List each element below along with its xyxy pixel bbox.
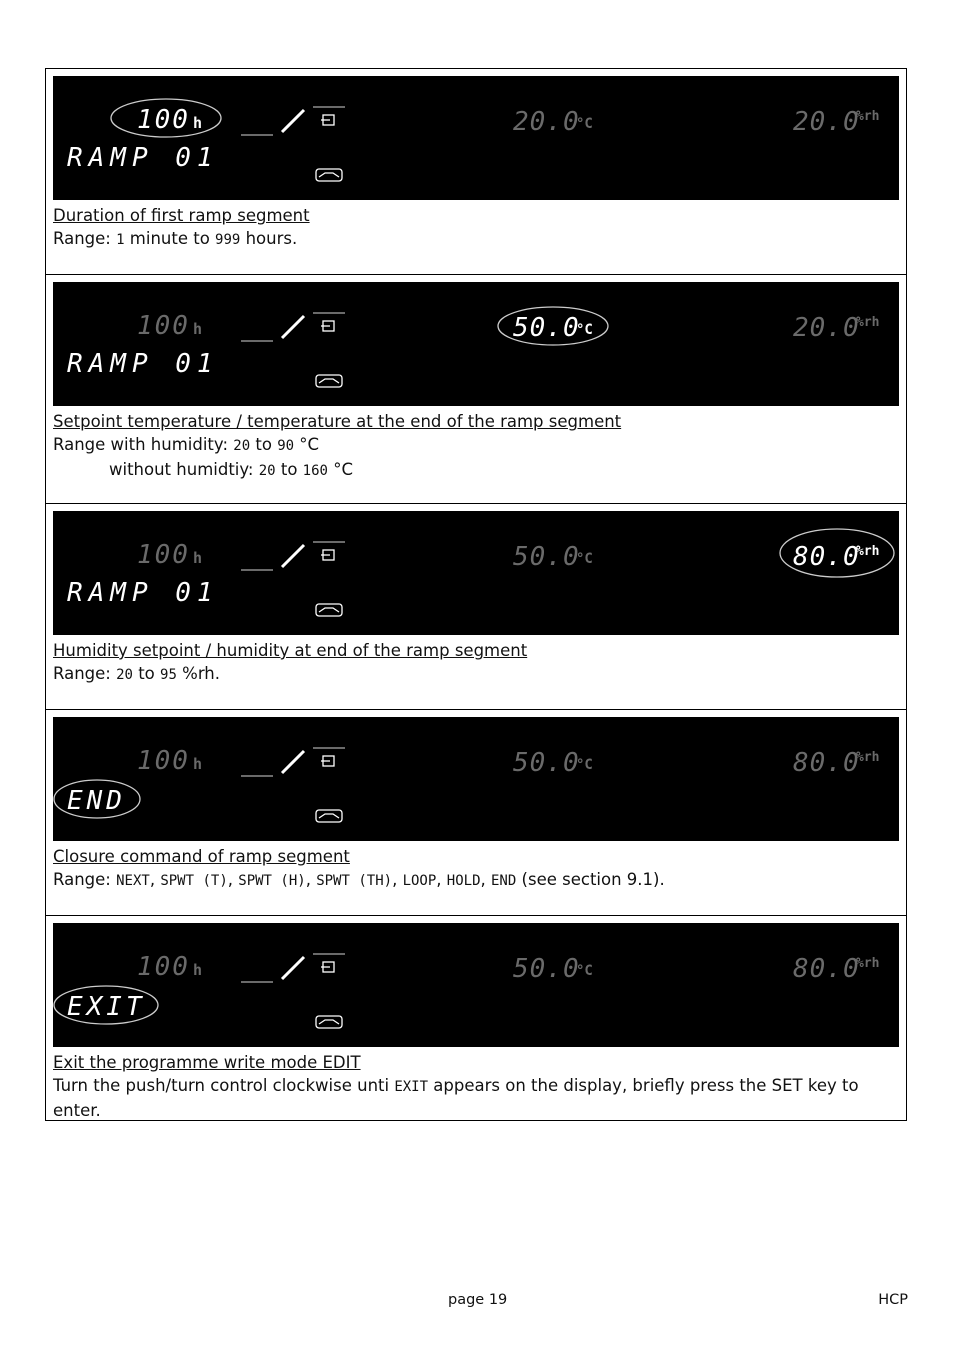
controller-display	[53, 282, 899, 406]
temperature-unit: °C	[576, 322, 593, 338]
parameter-description	[53, 1051, 903, 1122]
temperature-unit: °C	[576, 757, 593, 773]
controller-display	[53, 76, 899, 200]
program-curve-icon	[316, 169, 342, 181]
text-fragment: Range:	[53, 870, 117, 889]
temperature-value: 50.0	[513, 313, 580, 343]
ramp-slope-icon	[241, 954, 345, 982]
parameter-description	[53, 410, 903, 483]
duration-value: 100	[137, 540, 190, 570]
enter-key-icon	[321, 115, 334, 125]
segment-text: EXIT	[67, 992, 146, 1022]
humidity-value: 20.0	[793, 313, 860, 343]
duration-unit: h	[193, 961, 203, 979]
parameter-description	[53, 639, 903, 687]
display-code: 20	[233, 438, 251, 454]
temperature-unit: °C	[576, 963, 593, 979]
duration-unit: h	[193, 755, 203, 773]
display-graphic	[53, 923, 899, 1047]
document-code: HCP	[878, 1292, 908, 1308]
ramp-slope-icon	[241, 107, 345, 135]
humidity-value: 80.0	[793, 542, 860, 572]
display-code: HOLD	[446, 873, 481, 889]
display-code: 90	[277, 438, 295, 454]
display-code: EXIT	[394, 1079, 429, 1095]
text-fragment: ,	[392, 870, 403, 889]
humidity-unit: %rh	[856, 109, 880, 124]
display-code: LOOP	[402, 873, 437, 889]
text-fragment: %rh.	[176, 664, 221, 683]
text-fragment: (see section 9.1).	[516, 870, 665, 889]
display-code: 95	[160, 667, 177, 683]
display-code: 20	[116, 667, 133, 683]
display-code: 20	[258, 463, 276, 479]
segment-text: RAMP 01	[67, 578, 219, 608]
display-code: NEXT	[116, 873, 150, 889]
humidity-unit: %rh	[856, 956, 880, 971]
ramp-slope-icon	[241, 748, 345, 776]
humidity-value: 20.0	[793, 107, 860, 137]
text-fragment: ,	[436, 870, 447, 889]
parameter-section	[46, 916, 906, 1122]
parameter-title: Setpoint temperature / temperature at the end of the ramp segment	[53, 412, 622, 431]
humidity-unit: %rh	[856, 315, 880, 330]
parameter-title: Exit the programme write mode EDIT	[53, 1053, 361, 1072]
display-code: END	[491, 873, 517, 889]
text-fragment: minute to	[124, 229, 216, 248]
text-fragment: to	[275, 460, 303, 479]
enter-key-icon	[321, 756, 334, 766]
parameter-description	[53, 204, 903, 252]
range-line	[53, 1074, 903, 1122]
program-curve-icon	[316, 810, 342, 822]
text-fragment: Range:	[53, 229, 117, 248]
range-line	[53, 458, 903, 483]
enter-key-icon	[321, 321, 334, 331]
temperature-value: 50.0	[513, 748, 580, 778]
parameter-title: Humidity setpoint / humidity at end of the ramp segment	[53, 641, 528, 660]
controller-display	[53, 717, 899, 841]
display-graphic	[53, 511, 899, 635]
display-graphic	[53, 282, 899, 406]
display-code: 999	[215, 232, 241, 248]
text-fragment: without humidtiy:	[109, 460, 259, 479]
text-fragment: Range with humidity:	[53, 435, 234, 454]
range-line	[53, 868, 903, 893]
ramp-slope-icon	[241, 313, 345, 341]
page-number: page 19	[448, 1292, 508, 1308]
duration-value: 100	[137, 105, 190, 135]
text-fragment: °C	[327, 460, 353, 479]
text-fragment: ,	[227, 870, 239, 889]
text-fragment: hours.	[240, 229, 298, 248]
duration-unit: h	[193, 320, 203, 338]
text-fragment: to	[250, 435, 278, 454]
controller-display	[53, 511, 899, 635]
page-frame	[45, 68, 907, 1121]
duration-unit: h	[193, 549, 203, 567]
text-fragment: Turn the push/turn control clockwise unti	[53, 1076, 395, 1095]
text-fragment: appears on the display, briefly press the SET key to enter.	[53, 1076, 859, 1120]
ramp-slope-icon	[241, 542, 345, 570]
text-fragment: to	[132, 664, 161, 683]
duration-value: 100	[137, 952, 190, 982]
temperature-unit: °C	[576, 116, 593, 132]
segment-text: END	[67, 786, 126, 816]
duration-unit: h	[193, 114, 203, 132]
enter-key-icon	[321, 550, 334, 560]
humidity-value: 80.0	[793, 954, 860, 984]
range-line	[53, 227, 903, 252]
text-fragment: ,	[480, 870, 491, 889]
humidity-value: 80.0	[793, 748, 860, 778]
temperature-value: 50.0	[513, 954, 580, 984]
temperature-value: 50.0	[513, 542, 580, 572]
enter-key-icon	[321, 962, 334, 972]
segment-text: RAMP 01	[67, 143, 219, 173]
parameter-section	[46, 69, 906, 275]
display-graphic	[53, 717, 899, 841]
parameter-description	[53, 845, 903, 893]
humidity-unit: %rh	[856, 750, 880, 765]
temperature-unit: °C	[576, 551, 593, 567]
display-code: SPWT (T)	[160, 873, 228, 889]
duration-value: 100	[137, 311, 190, 341]
display-code: SPWT (H)	[238, 873, 306, 889]
humidity-unit: %rh	[856, 544, 880, 559]
display-graphic	[53, 76, 899, 200]
range-line	[53, 433, 903, 458]
program-curve-icon	[316, 1016, 342, 1028]
program-curve-icon	[316, 375, 342, 387]
range-line	[53, 662, 903, 687]
parameter-section	[46, 504, 906, 710]
duration-value: 100	[137, 746, 190, 776]
parameter-title: Duration of first ramp segment	[53, 206, 310, 225]
text-fragment: Range:	[53, 664, 117, 683]
parameter-title: Closure command of ramp segment	[53, 847, 350, 866]
temperature-value: 20.0	[513, 107, 580, 137]
controller-display	[53, 923, 899, 1047]
parameter-section	[46, 710, 906, 916]
display-code: SPWT (TH)	[316, 873, 393, 889]
text-fragment: ,	[149, 870, 161, 889]
program-curve-icon	[316, 604, 342, 616]
text-fragment: ,	[305, 870, 317, 889]
parameter-section	[46, 275, 906, 504]
display-code: 1	[116, 232, 125, 248]
text-fragment: °C	[294, 435, 320, 454]
segment-text: RAMP 01	[67, 349, 219, 379]
display-code: 160	[302, 463, 328, 479]
